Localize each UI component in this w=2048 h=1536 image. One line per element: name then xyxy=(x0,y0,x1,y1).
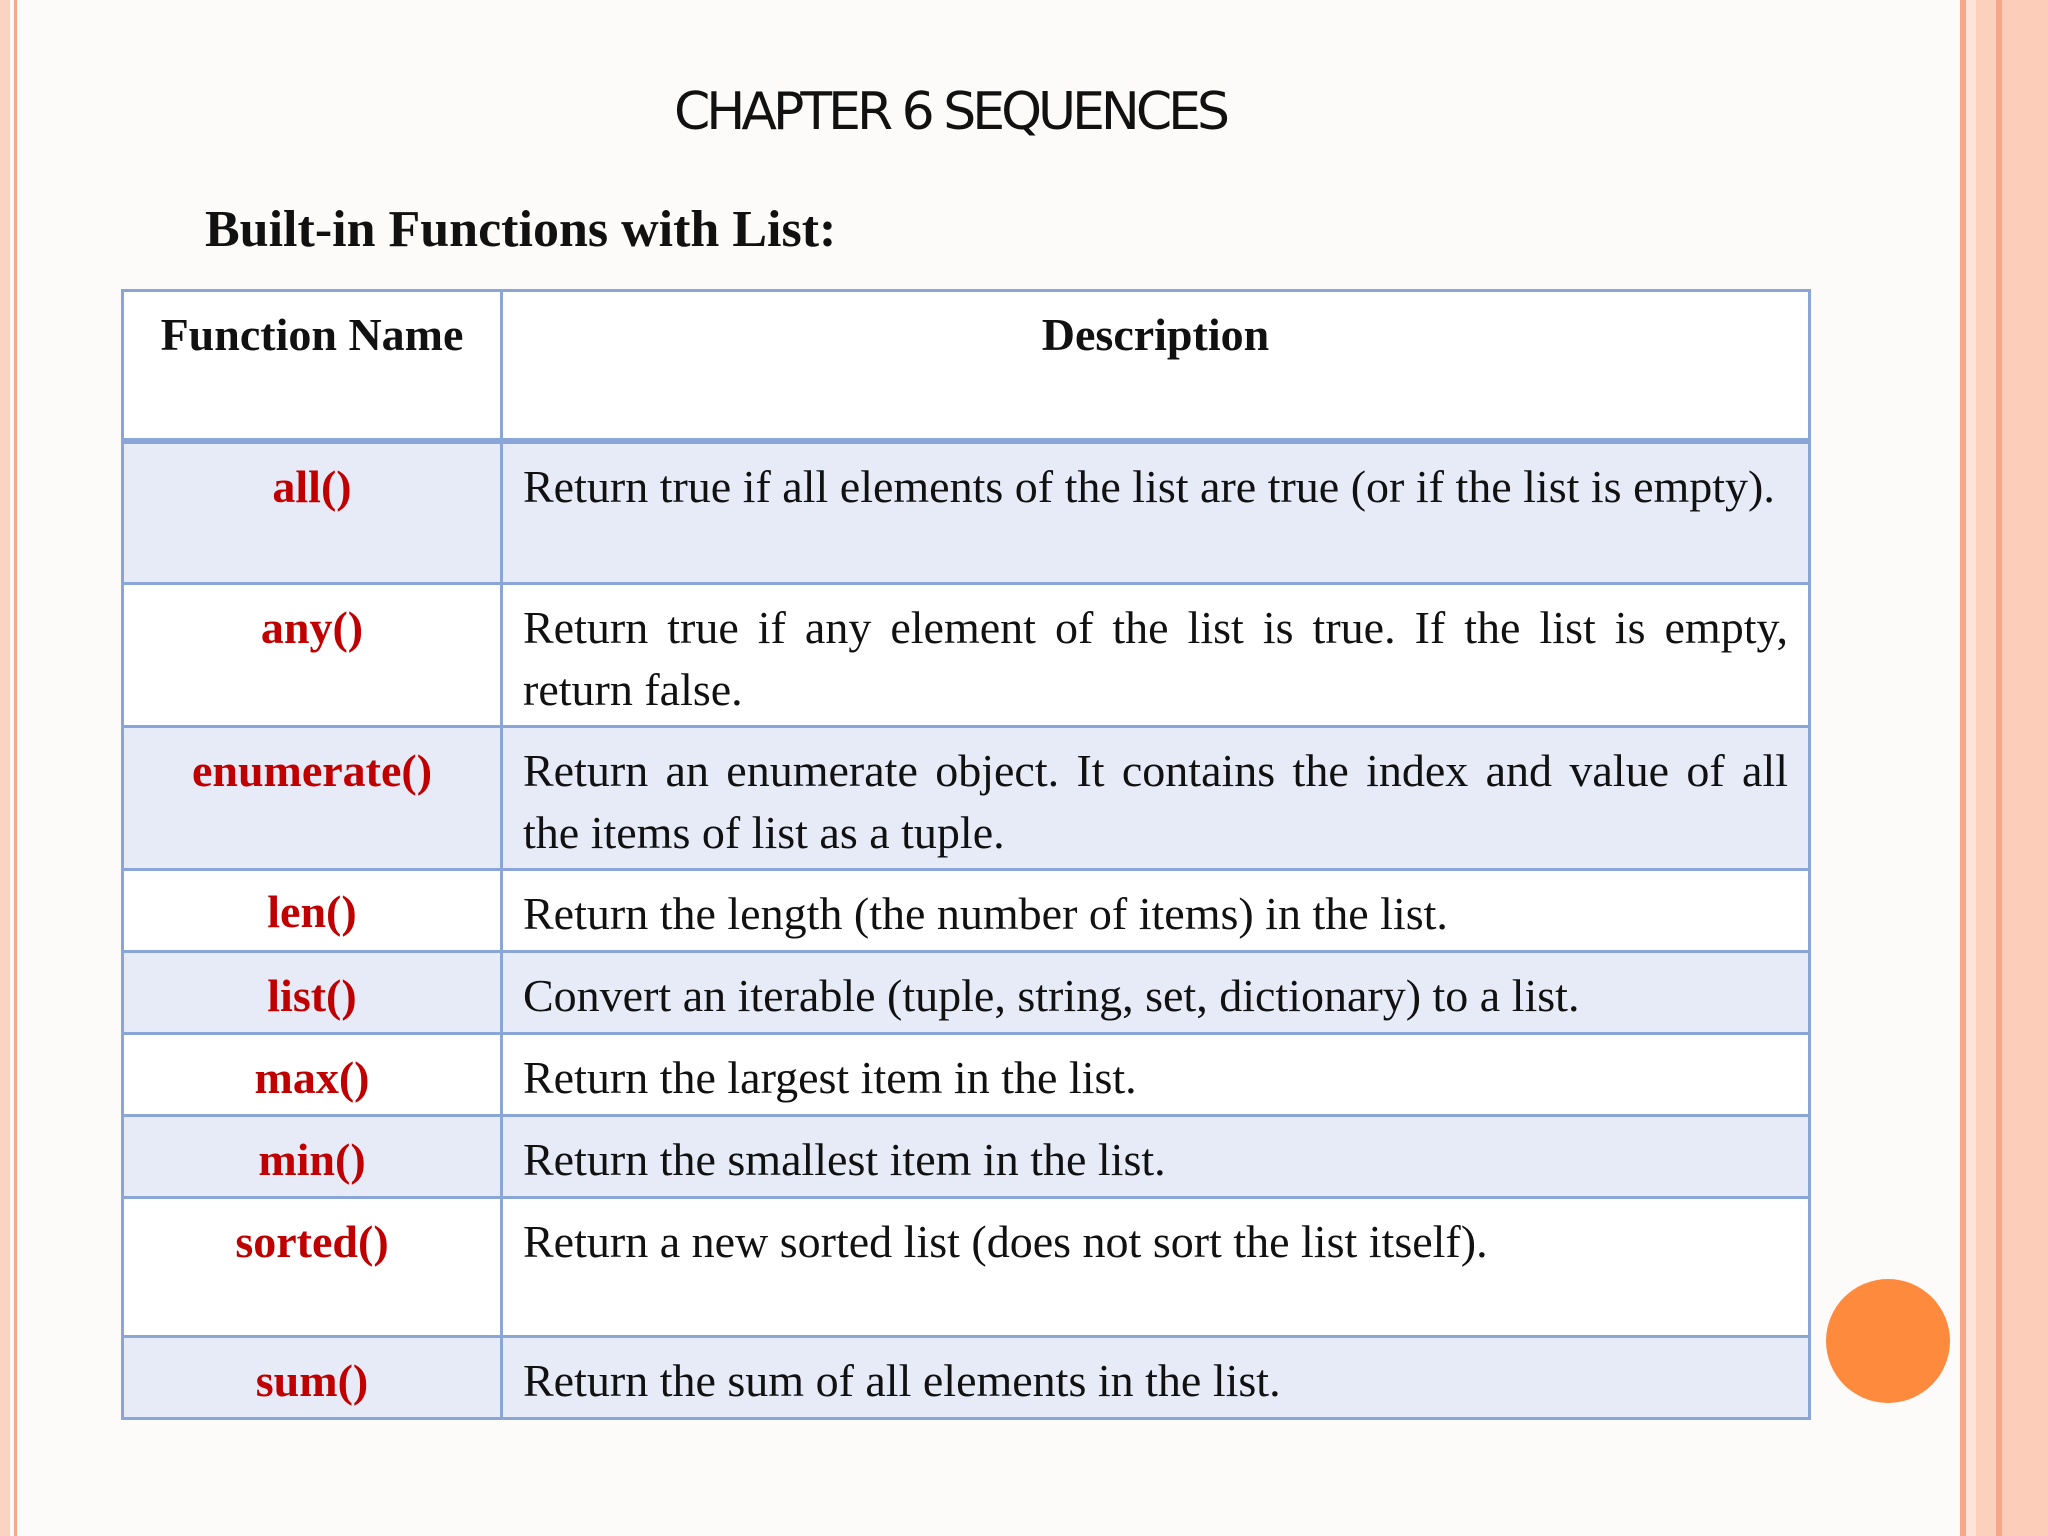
chapter-title: CHAPTER 6 SEQUENCES xyxy=(673,82,1226,142)
function-name: any() xyxy=(123,584,502,727)
table-row xyxy=(123,441,1810,584)
function-description: Return true if any element of the list is true. If the list is empty, return false. xyxy=(502,584,1810,727)
table-row xyxy=(123,1198,1810,1337)
function-description: Convert an iterable (tuple, string, set, dictionary) to a list. xyxy=(502,952,1810,1034)
functions-table xyxy=(121,289,1811,1420)
table-row xyxy=(123,870,1810,952)
function-description: Return true if all elements of the list are true (or if the list is empty). xyxy=(502,441,1810,584)
function-description: Return a new sorted list (does not sort the list itself). xyxy=(502,1198,1810,1337)
header-description: Description xyxy=(502,291,1810,441)
right-border-stripe xyxy=(1976,0,1996,1536)
table-row xyxy=(123,727,1810,870)
function-name: max() xyxy=(123,1034,502,1116)
function-description: Return an enumerate object. It contains the index and value of all the items of list as a tuple. xyxy=(502,727,1810,870)
function-name: sum() xyxy=(123,1337,502,1419)
left-border-stripe xyxy=(0,0,10,1536)
function-name: enumerate() xyxy=(123,727,502,870)
function-description: Return the sum of all elements in the list. xyxy=(502,1337,1810,1419)
header-function-name: Function Name xyxy=(123,291,502,441)
left-border-line xyxy=(14,0,17,1536)
function-description: Return the largest item in the list. xyxy=(502,1034,1810,1116)
orange-dot-decoration xyxy=(1826,1279,1950,1403)
function-name: min() xyxy=(123,1116,502,1198)
table-row xyxy=(123,1034,1810,1116)
right-border-stripe xyxy=(1966,0,1976,1536)
section-heading: Built-in Functions with List: xyxy=(205,201,837,258)
function-description: Return the smallest item in the list. xyxy=(502,1116,1810,1198)
function-description: Return the length (the number of items) in the list. xyxy=(502,870,1810,952)
function-name: all() xyxy=(123,441,502,584)
function-name: list() xyxy=(123,952,502,1034)
table-row xyxy=(123,952,1810,1034)
function-name: len() xyxy=(123,870,502,952)
table-header-row xyxy=(123,291,1810,441)
table-row xyxy=(123,1337,1810,1419)
table-row xyxy=(123,584,1810,727)
table-row xyxy=(123,1116,1810,1198)
function-name: sorted() xyxy=(123,1198,502,1337)
right-border-stripe xyxy=(2002,0,2048,1536)
